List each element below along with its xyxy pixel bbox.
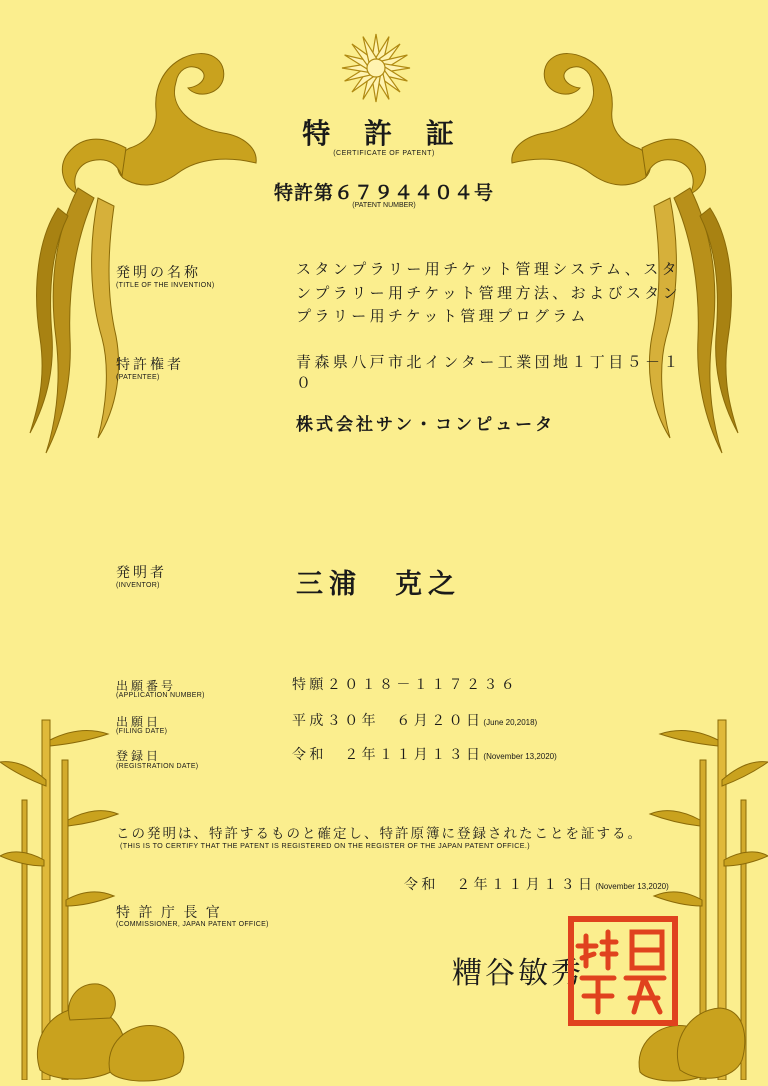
application-number-label-en: (APPLICATION NUMBER) (116, 692, 205, 699)
issue-date-ja: 令和 ２年１１月１３日 (404, 877, 596, 893)
filing-date-value (292, 708, 537, 736)
inventor-name: 三浦 克之 (296, 569, 461, 600)
registration-date-label: 登録日 (116, 749, 162, 763)
registration-date-value (292, 742, 557, 770)
patentee-company: 株式会社サン・コンピュータ (296, 415, 556, 435)
inventor-label: 発明者 (116, 565, 167, 581)
patentee-label-en: (PATENTEE) (116, 374, 160, 381)
registration-date-label-en: (REGISTRATION DATE) (116, 763, 199, 770)
certificate-title: 特 許 証 (302, 117, 466, 150)
registration-date-en: (November 13,2020) (483, 752, 557, 761)
inventor-label-en: (INVENTOR) (116, 582, 160, 589)
patent-number: 特許第６７９４４０４号 (273, 182, 494, 204)
application-number-label: 出願番号 (116, 679, 177, 693)
filing-date-en: (June 20,2018) (483, 718, 538, 727)
commissioner-label-en: (COMMISSIONER, JAPAN PATENT OFFICE) (116, 921, 269, 928)
chrysanthemum-crest-icon (340, 32, 412, 104)
filing-date-ja: 平成３０年 ６月２０日 (292, 713, 484, 729)
patentee-label: 特許権者 (116, 357, 184, 373)
invention-title-label-en: (TITLE OF THE INVENTION) (116, 282, 215, 289)
certification-statement: この発明は、特許するものと確定し、特許原簿に登録されたことを証する。 (116, 826, 643, 842)
commissioner-label: 特 許 庁 長 官 (116, 905, 222, 921)
patent-number-label-en: (PATENT NUMBER) (352, 202, 416, 209)
filing-date-label: 出願日 (116, 715, 162, 729)
patentee-address-line-2: ０ (296, 374, 315, 392)
patentee-address-line-1: 青森県八戸市北インター工業団地１丁目５－１ (296, 353, 682, 371)
official-seal-icon (568, 916, 678, 1026)
application-number-value: 特願２０１８－１１７２３６ (292, 677, 519, 693)
certificate-title-en: (CERTIFICATE OF PATENT) (333, 150, 435, 157)
invention-title-line-2: ンプラリー用チケット管理方法、およびスタン (296, 284, 682, 302)
issue-date-en: (November 13,2020) (595, 882, 669, 891)
issue-date (404, 872, 669, 900)
certification-statement-en: (THIS IS TO CERTIFY THAT THE PATENT IS REGISTERED ON THE REGISTER OF THE JAPAN PATENT OFFICE.) (120, 841, 531, 850)
invention-title-line-3: プラリー用チケット管理プログラム (296, 307, 589, 325)
commissioner-signature: 糟谷敏秀 (452, 956, 584, 991)
phoenix-left-icon (18, 38, 268, 458)
invention-title-label: 発明の名称 (116, 265, 201, 281)
registration-date-ja: 令和 ２年１１月１３日 (292, 747, 484, 763)
phoenix-right-icon (500, 38, 750, 458)
filing-date-label-en: (FILING DATE) (116, 728, 168, 735)
invention-title-line-1: スタンプラリー用チケット管理システム、スタ (296, 260, 681, 278)
